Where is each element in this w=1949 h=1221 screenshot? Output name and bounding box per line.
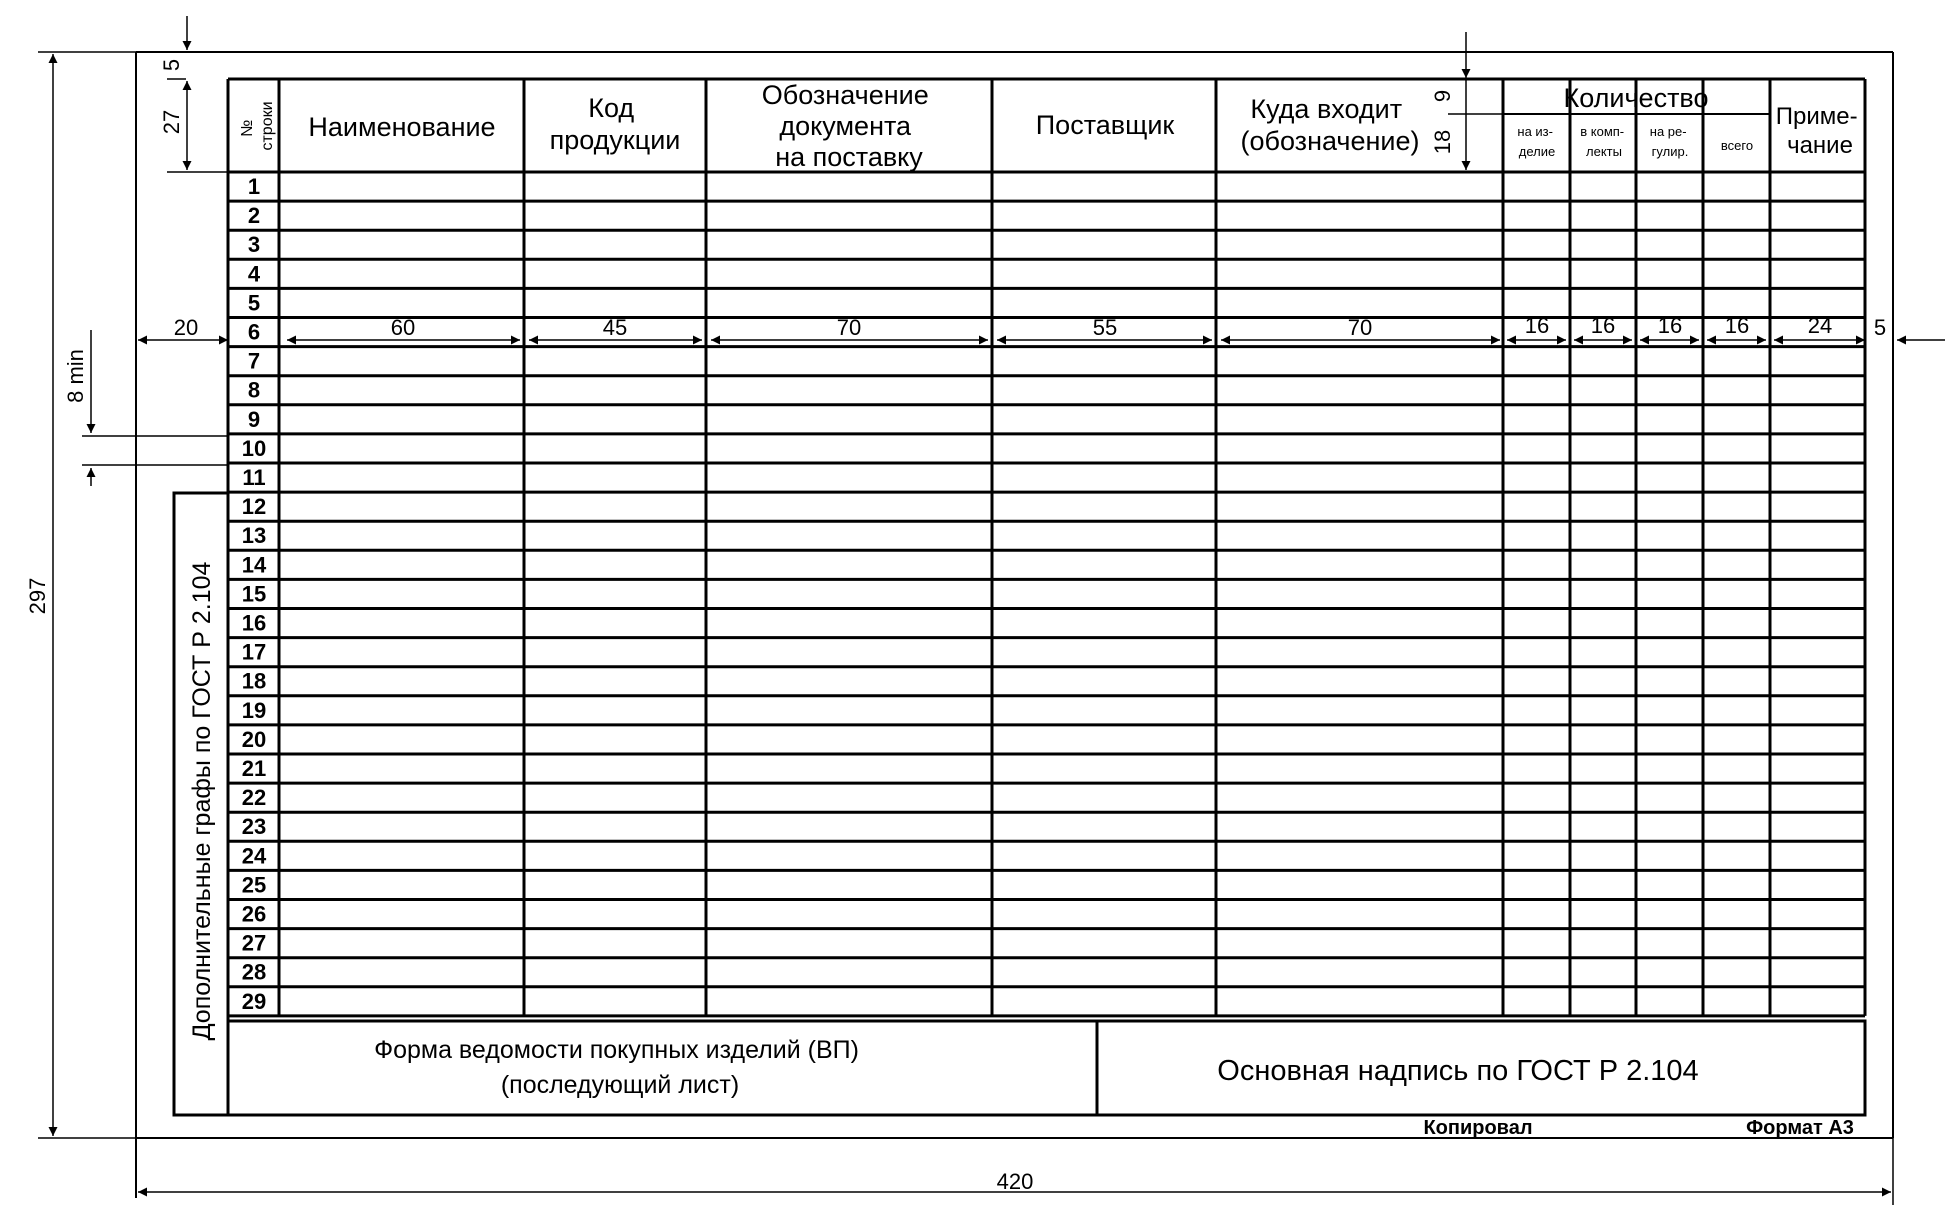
- row-number: 22: [241, 785, 267, 811]
- row-number: 28: [241, 959, 267, 985]
- header-qty-adjust: на ре- гулир.: [1649, 124, 1689, 159]
- row-number: 14: [241, 552, 267, 578]
- side-label: Дополнительные графы по ГОСТ Р 2.104: [188, 561, 216, 1041]
- row-number: 5: [247, 290, 261, 316]
- header-supplier: Поставщик: [1035, 110, 1175, 140]
- dim-header-height: 27: [159, 109, 184, 135]
- dim-header-upper: 9: [1430, 89, 1455, 103]
- dim-col-supplier: 55: [1092, 315, 1118, 340]
- dim-col-qty4: 16: [1724, 313, 1750, 338]
- row-number: 29: [241, 988, 267, 1014]
- dim-col-where: 70: [1347, 315, 1373, 340]
- row-number: 7: [247, 348, 261, 374]
- row-number: 24: [241, 843, 267, 869]
- header-quantity: Количество: [1563, 83, 1709, 113]
- dim-top-margin: 5: [159, 58, 184, 72]
- dim-col-note: 24: [1807, 313, 1833, 338]
- dim-col-name: 60: [390, 315, 416, 340]
- dim-col-code: 45: [602, 315, 628, 340]
- side-columns: [174, 493, 228, 1115]
- row-number: 19: [241, 697, 267, 723]
- form-title: Форма ведомости покупных изделий (ВП) (последующий лист): [374, 1036, 859, 1099]
- header-note: Приме- чание: [1775, 103, 1858, 159]
- copied-by: Копировал: [1423, 1117, 1533, 1139]
- dim-row-height: 8 min: [63, 349, 88, 403]
- row-number: 21: [241, 756, 267, 781]
- row-number: 9: [247, 406, 261, 432]
- header-qty-per-kit: в комп- лекты: [1580, 124, 1625, 159]
- row-number: 16: [241, 610, 267, 636]
- row-number: 17: [241, 639, 267, 665]
- dim-right-margin: 5: [1873, 315, 1887, 340]
- table-header: [239, 80, 1864, 172]
- row-number: 1: [247, 174, 261, 199]
- row-number: 8: [247, 377, 261, 403]
- header-name: Наименование: [308, 112, 496, 142]
- row-number: 11: [242, 465, 266, 490]
- footer: [228, 1021, 1865, 1139]
- dim-col-doc: 70: [836, 315, 862, 340]
- dim-col-qty2: 16: [1590, 313, 1616, 338]
- row-number: 25: [241, 872, 267, 898]
- header-product-code: Код продукции: [549, 93, 681, 155]
- header-qty-per-item: на из- делие: [1517, 124, 1556, 159]
- row-number: 4: [247, 261, 261, 287]
- row-number: 12: [241, 494, 267, 520]
- row-number: 27: [241, 930, 267, 956]
- row-number: 13: [241, 523, 267, 549]
- main-stamp: Основная надпись по ГОСТ Р 2.104: [1217, 1055, 1699, 1087]
- dim-sheet-height: 297: [25, 577, 50, 615]
- row-number: 20: [241, 726, 267, 752]
- dim-left-margin: 20: [173, 315, 199, 340]
- row-number: 2: [247, 203, 261, 229]
- row-number: 10: [241, 435, 267, 461]
- header-row-no: № строки: [239, 101, 276, 151]
- row-number: 15: [241, 581, 267, 607]
- row-number: 18: [241, 668, 267, 694]
- row-number: 3: [247, 232, 261, 258]
- row-numbers: [242, 174, 267, 1014]
- dim-col-qty1: 16: [1524, 313, 1550, 338]
- format-label: Формат А3: [1746, 1117, 1854, 1139]
- dim-sheet-width: 420: [996, 1169, 1034, 1194]
- table-grid: [228, 79, 1865, 1016]
- row-number: 26: [241, 901, 267, 927]
- header-where-used: Куда входит (обозначение): [1240, 94, 1420, 156]
- header-document: Обозначение документа на поставку: [761, 80, 929, 172]
- header-qty-total: всего: [1720, 138, 1754, 153]
- row-number: 6: [247, 319, 261, 345]
- row-number: 23: [241, 814, 267, 840]
- dim-col-qty3: 16: [1657, 313, 1683, 338]
- dim-header-lower: 18: [1430, 129, 1455, 155]
- sheet-frame: [136, 52, 1893, 1198]
